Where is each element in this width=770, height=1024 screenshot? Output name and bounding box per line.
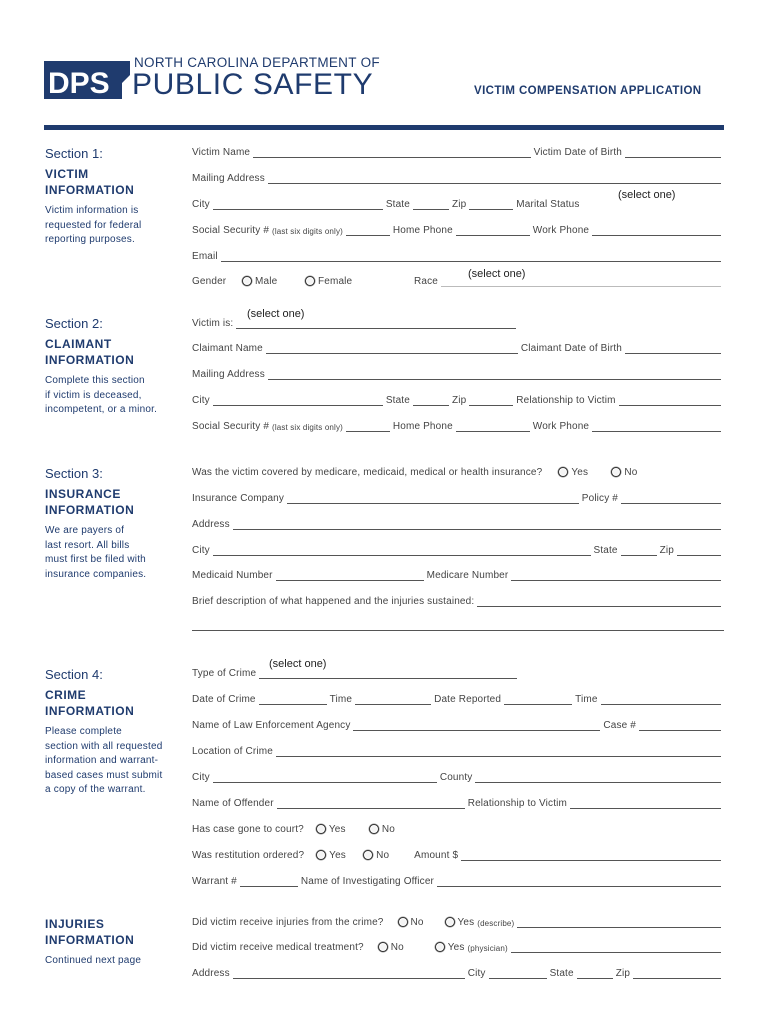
header-divider <box>44 125 724 130</box>
ssn-hint: (last six digits only) <box>272 423 343 432</box>
claimant-relationship-field[interactable] <box>619 395 721 406</box>
victim-ssn-field[interactable] <box>346 225 390 236</box>
medicaid-number-field[interactable] <box>276 570 424 581</box>
section3-note: We are payers of last resort. All bills must first be filed with insurance companies. <box>45 525 147 580</box>
home-phone-label: Home Phone <box>392 225 453 236</box>
time-label: Time <box>575 694 598 705</box>
type-of-crime-label: Type of Crime <box>192 668 257 679</box>
victim-zip-field[interactable] <box>469 199 513 210</box>
restitution-row <box>192 847 724 861</box>
warrant-number-field[interactable] <box>240 876 298 887</box>
state-label: State <box>549 968 574 979</box>
court-row <box>192 821 724 835</box>
location-of-crime-label: Location of Crime <box>192 746 273 757</box>
medical-state-field[interactable] <box>577 968 613 979</box>
medicare-number-field[interactable] <box>511 570 721 581</box>
restitution-question-label: Was restitution ordered? <box>192 850 305 861</box>
section1-heading: VICTIM INFORMATION <box>45 167 135 197</box>
brief-description-field[interactable] <box>477 596 721 607</box>
victim-name-row <box>192 144 724 158</box>
crime-city-row <box>192 769 724 783</box>
ssn-hint: (last six digits only) <box>272 227 343 236</box>
section2-note: Complete this section if victim is deceased, incompetent, or a minor. <box>45 375 158 415</box>
insurance-question-row <box>192 464 724 478</box>
victim-dob-field[interactable] <box>625 147 721 158</box>
medical-row <box>192 939 724 953</box>
claimant-home-phone-field[interactable] <box>456 421 530 432</box>
claimant-mailing-address-field[interactable] <box>268 369 721 380</box>
description-row <box>192 593 724 607</box>
warrant-row <box>192 873 724 887</box>
claimant-zip-field[interactable] <box>469 395 513 406</box>
insurance-company-field[interactable] <box>287 493 579 504</box>
yes-label: Yes <box>447 942 465 953</box>
court-yes-radio[interactable] <box>316 824 326 834</box>
yes-label: Yes <box>571 467 589 478</box>
yes-label: Yes <box>329 850 346 861</box>
medical-no-radio[interactable] <box>378 942 388 952</box>
female-label: Female <box>318 276 353 287</box>
zip-label: Zip <box>451 199 467 210</box>
marital-status-label: Marital Status <box>516 199 580 210</box>
section1-note: Victim information is requested for federal reporting purposes. <box>45 205 142 245</box>
section1-label: Section 1: <box>45 146 103 161</box>
address-label: Address <box>192 519 230 530</box>
state-label: State <box>593 545 618 556</box>
injuries-no-radio[interactable] <box>398 917 408 927</box>
victim-name-field[interactable] <box>253 147 530 158</box>
restitution-amount-field[interactable] <box>461 850 721 861</box>
gender-male-radio[interactable] <box>242 276 252 286</box>
yes-label: Yes <box>328 824 346 835</box>
medical-zip-field[interactable] <box>633 968 721 979</box>
insurance-address-row <box>192 516 724 530</box>
restitution-no-radio[interactable] <box>363 850 373 860</box>
investigating-officer-label: Name of Investigating Officer <box>300 876 435 887</box>
date-reported-label: Date Reported <box>434 694 502 705</box>
no-label: No <box>376 850 390 861</box>
work-phone-label: Work Phone <box>532 225 590 236</box>
claimant-address-row <box>192 366 724 380</box>
medical-address-field[interactable] <box>233 968 465 979</box>
injuries-row <box>192 914 724 928</box>
date-reported-field[interactable] <box>504 694 572 705</box>
mailing-address-label: Mailing Address <box>192 173 265 184</box>
marital-status-select[interactable]: (select one) <box>618 189 676 201</box>
crime-date-row <box>192 691 724 705</box>
court-no-radio[interactable] <box>369 824 379 834</box>
gender-label: Gender <box>192 276 227 287</box>
injuries-note: Continued next page <box>45 955 142 966</box>
address-label: Address <box>192 968 230 979</box>
law-agency-label: Name of Law Enforcement Agency <box>192 720 351 731</box>
org-name-line2: PUBLIC SAFETY <box>132 68 374 101</box>
org-name-line1: NORTH CAROLINA DEPARTMENT OF <box>134 55 380 70</box>
no-label: No <box>390 942 404 953</box>
physician-hint: (physician) <box>467 944 508 953</box>
claimant-ssn-field[interactable] <box>346 421 390 432</box>
claimant-state-field[interactable] <box>413 395 449 406</box>
insurance-company-row <box>192 490 724 504</box>
physician-field[interactable] <box>511 942 721 953</box>
work-phone-label: Work Phone <box>532 421 590 432</box>
claimant-work-phone-field[interactable] <box>592 421 721 432</box>
insurance-address-field[interactable] <box>233 519 721 530</box>
claimant-ssn-row <box>192 418 724 432</box>
section4-label: Section 4: <box>45 667 103 682</box>
date-of-crime-label: Date of Crime <box>192 694 256 705</box>
describe-hint: (describe) <box>477 919 515 928</box>
offender-row <box>192 795 724 809</box>
no-label: No <box>624 467 638 478</box>
medicare-number-label: Medicare Number <box>426 570 509 581</box>
relationship-label: Relationship to Victim <box>467 798 567 809</box>
section2-heading: CLAIMANT INFORMATION <box>45 337 135 367</box>
claimant-city-field[interactable] <box>213 395 383 406</box>
victim-is-label: Victim is: <box>192 318 234 329</box>
city-label: City <box>192 199 210 210</box>
medical-question-label: Did victim receive medical treatment? <box>192 942 364 953</box>
victim-ssn-row <box>192 222 724 236</box>
court-question-label: Has case gone to court? <box>192 824 304 835</box>
case-number-field[interactable] <box>639 720 721 731</box>
gender-female-radio[interactable] <box>305 276 315 286</box>
insurance-city-field[interactable] <box>213 545 591 556</box>
insurance-city-row <box>192 542 724 556</box>
crime-city-field[interactable] <box>213 772 437 783</box>
case-number-label: Case # <box>603 720 636 731</box>
crime-location-row <box>192 743 724 757</box>
insurance-yes-radio[interactable] <box>558 467 568 477</box>
medicaid-row <box>192 567 724 581</box>
date-of-crime-field[interactable] <box>259 694 327 705</box>
claimant-dob-label: Claimant Date of Birth <box>520 343 622 354</box>
type-of-crime-select[interactable]: (select one) <box>269 658 327 670</box>
time-reported-field[interactable] <box>601 694 721 705</box>
yes-label: Yes <box>457 917 475 928</box>
victim-is-select[interactable]: (select one) <box>247 308 305 320</box>
victim-state-field[interactable] <box>413 199 449 210</box>
ssn-label: Social Security # <box>192 225 270 236</box>
state-label: State <box>385 395 410 406</box>
victim-home-phone-field[interactable] <box>456 225 530 236</box>
ssn-label: Social Security # <box>192 421 270 432</box>
victim-email-row <box>192 248 724 262</box>
claimant-name-label: Claimant Name <box>192 343 263 354</box>
section4-heading: CRIME INFORMATION <box>45 688 135 718</box>
injuries-describe-field[interactable] <box>517 917 721 928</box>
crime-county-field[interactable] <box>475 772 721 783</box>
law-agency-field[interactable] <box>353 720 600 731</box>
offender-name-field[interactable] <box>277 798 465 809</box>
race-label: Race <box>414 276 438 287</box>
policy-label: Policy # <box>581 493 618 504</box>
section2-label: Section 2: <box>45 316 103 331</box>
gender-race-row <box>192 273 724 287</box>
male-label: Male <box>255 276 278 287</box>
insurance-no-radio[interactable] <box>611 467 621 477</box>
dps-logo <box>44 55 130 99</box>
section3-heading: INSURANCE INFORMATION <box>45 487 135 517</box>
claimant-dob-field[interactable] <box>625 343 721 354</box>
time-label: Time <box>329 694 353 705</box>
victim-email-field[interactable] <box>221 251 721 262</box>
document-title: VICTIM COMPENSATION APPLICATION <box>474 85 702 97</box>
medicaid-number-label: Medicaid Number <box>192 570 273 581</box>
county-label: County <box>439 772 473 783</box>
law-agency-row <box>192 717 724 731</box>
injuries-yes-radio[interactable] <box>445 917 455 927</box>
warrant-label: Warrant # <box>192 876 237 887</box>
time-of-crime-field[interactable] <box>355 694 431 705</box>
insurance-question-label: Was the victim covered by medicare, medicaid, medical or health insurance? <box>192 467 543 478</box>
insurance-state-field[interactable] <box>621 545 657 556</box>
zip-label: Zip <box>615 968 631 979</box>
victim-work-phone-field[interactable] <box>592 225 721 236</box>
offender-relationship-field[interactable] <box>570 798 721 809</box>
policy-number-field[interactable] <box>621 493 721 504</box>
brief-description-field-line2[interactable] <box>192 630 724 631</box>
city-label: City <box>467 968 486 979</box>
section4-note: Please complete section with all requested information and warrant- based cases must submit a copy of the warrant. <box>45 726 163 795</box>
medical-yes-radio[interactable] <box>435 942 445 952</box>
location-of-crime-field[interactable] <box>276 746 721 757</box>
victim-name-label: Victim Name <box>192 147 251 158</box>
victim-dob-label: Victim Date of Birth <box>533 147 622 158</box>
email-label: Email <box>192 251 218 262</box>
injuries-heading: INJURIES INFORMATION <box>45 917 135 947</box>
no-label: No <box>410 917 424 928</box>
medical-city-field[interactable] <box>489 968 547 979</box>
home-phone-label: Home Phone <box>392 421 453 432</box>
city-label: City <box>192 545 210 556</box>
city-label: City <box>192 772 210 783</box>
relationship-label: Relationship to Victim <box>516 395 616 406</box>
insurance-company-label: Insurance Company <box>192 493 285 504</box>
victim-city-field[interactable] <box>213 199 383 210</box>
no-label: No <box>381 824 395 835</box>
claimant-name-row <box>192 340 724 354</box>
restitution-yes-radio[interactable] <box>316 850 326 860</box>
investigating-officer-field[interactable] <box>437 876 721 887</box>
offender-name-label: Name of Offender <box>192 798 274 809</box>
race-select[interactable]: (select one) <box>468 268 526 280</box>
injuries-question-label: Did victim receive injuries from the crime? <box>192 917 384 928</box>
victim-mailing-address-field[interactable] <box>268 173 721 184</box>
victim-address-row <box>192 170 724 184</box>
city-label: City <box>192 395 210 406</box>
claimant-city-row <box>192 392 724 406</box>
medical-address-row <box>192 965 724 979</box>
mailing-address-label: Mailing Address <box>192 369 265 380</box>
svg-text:DPS: DPS <box>48 67 110 99</box>
section3-label: Section 3: <box>45 466 103 481</box>
insurance-zip-field[interactable] <box>677 545 721 556</box>
zip-label: Zip <box>451 395 467 406</box>
state-label: State <box>385 199 410 210</box>
amount-label: Amount $ <box>414 850 459 861</box>
brief-description-label: Brief description of what happened and the injuries sustained: <box>192 596 475 607</box>
claimant-name-field[interactable] <box>266 343 518 354</box>
zip-label: Zip <box>659 545 674 556</box>
